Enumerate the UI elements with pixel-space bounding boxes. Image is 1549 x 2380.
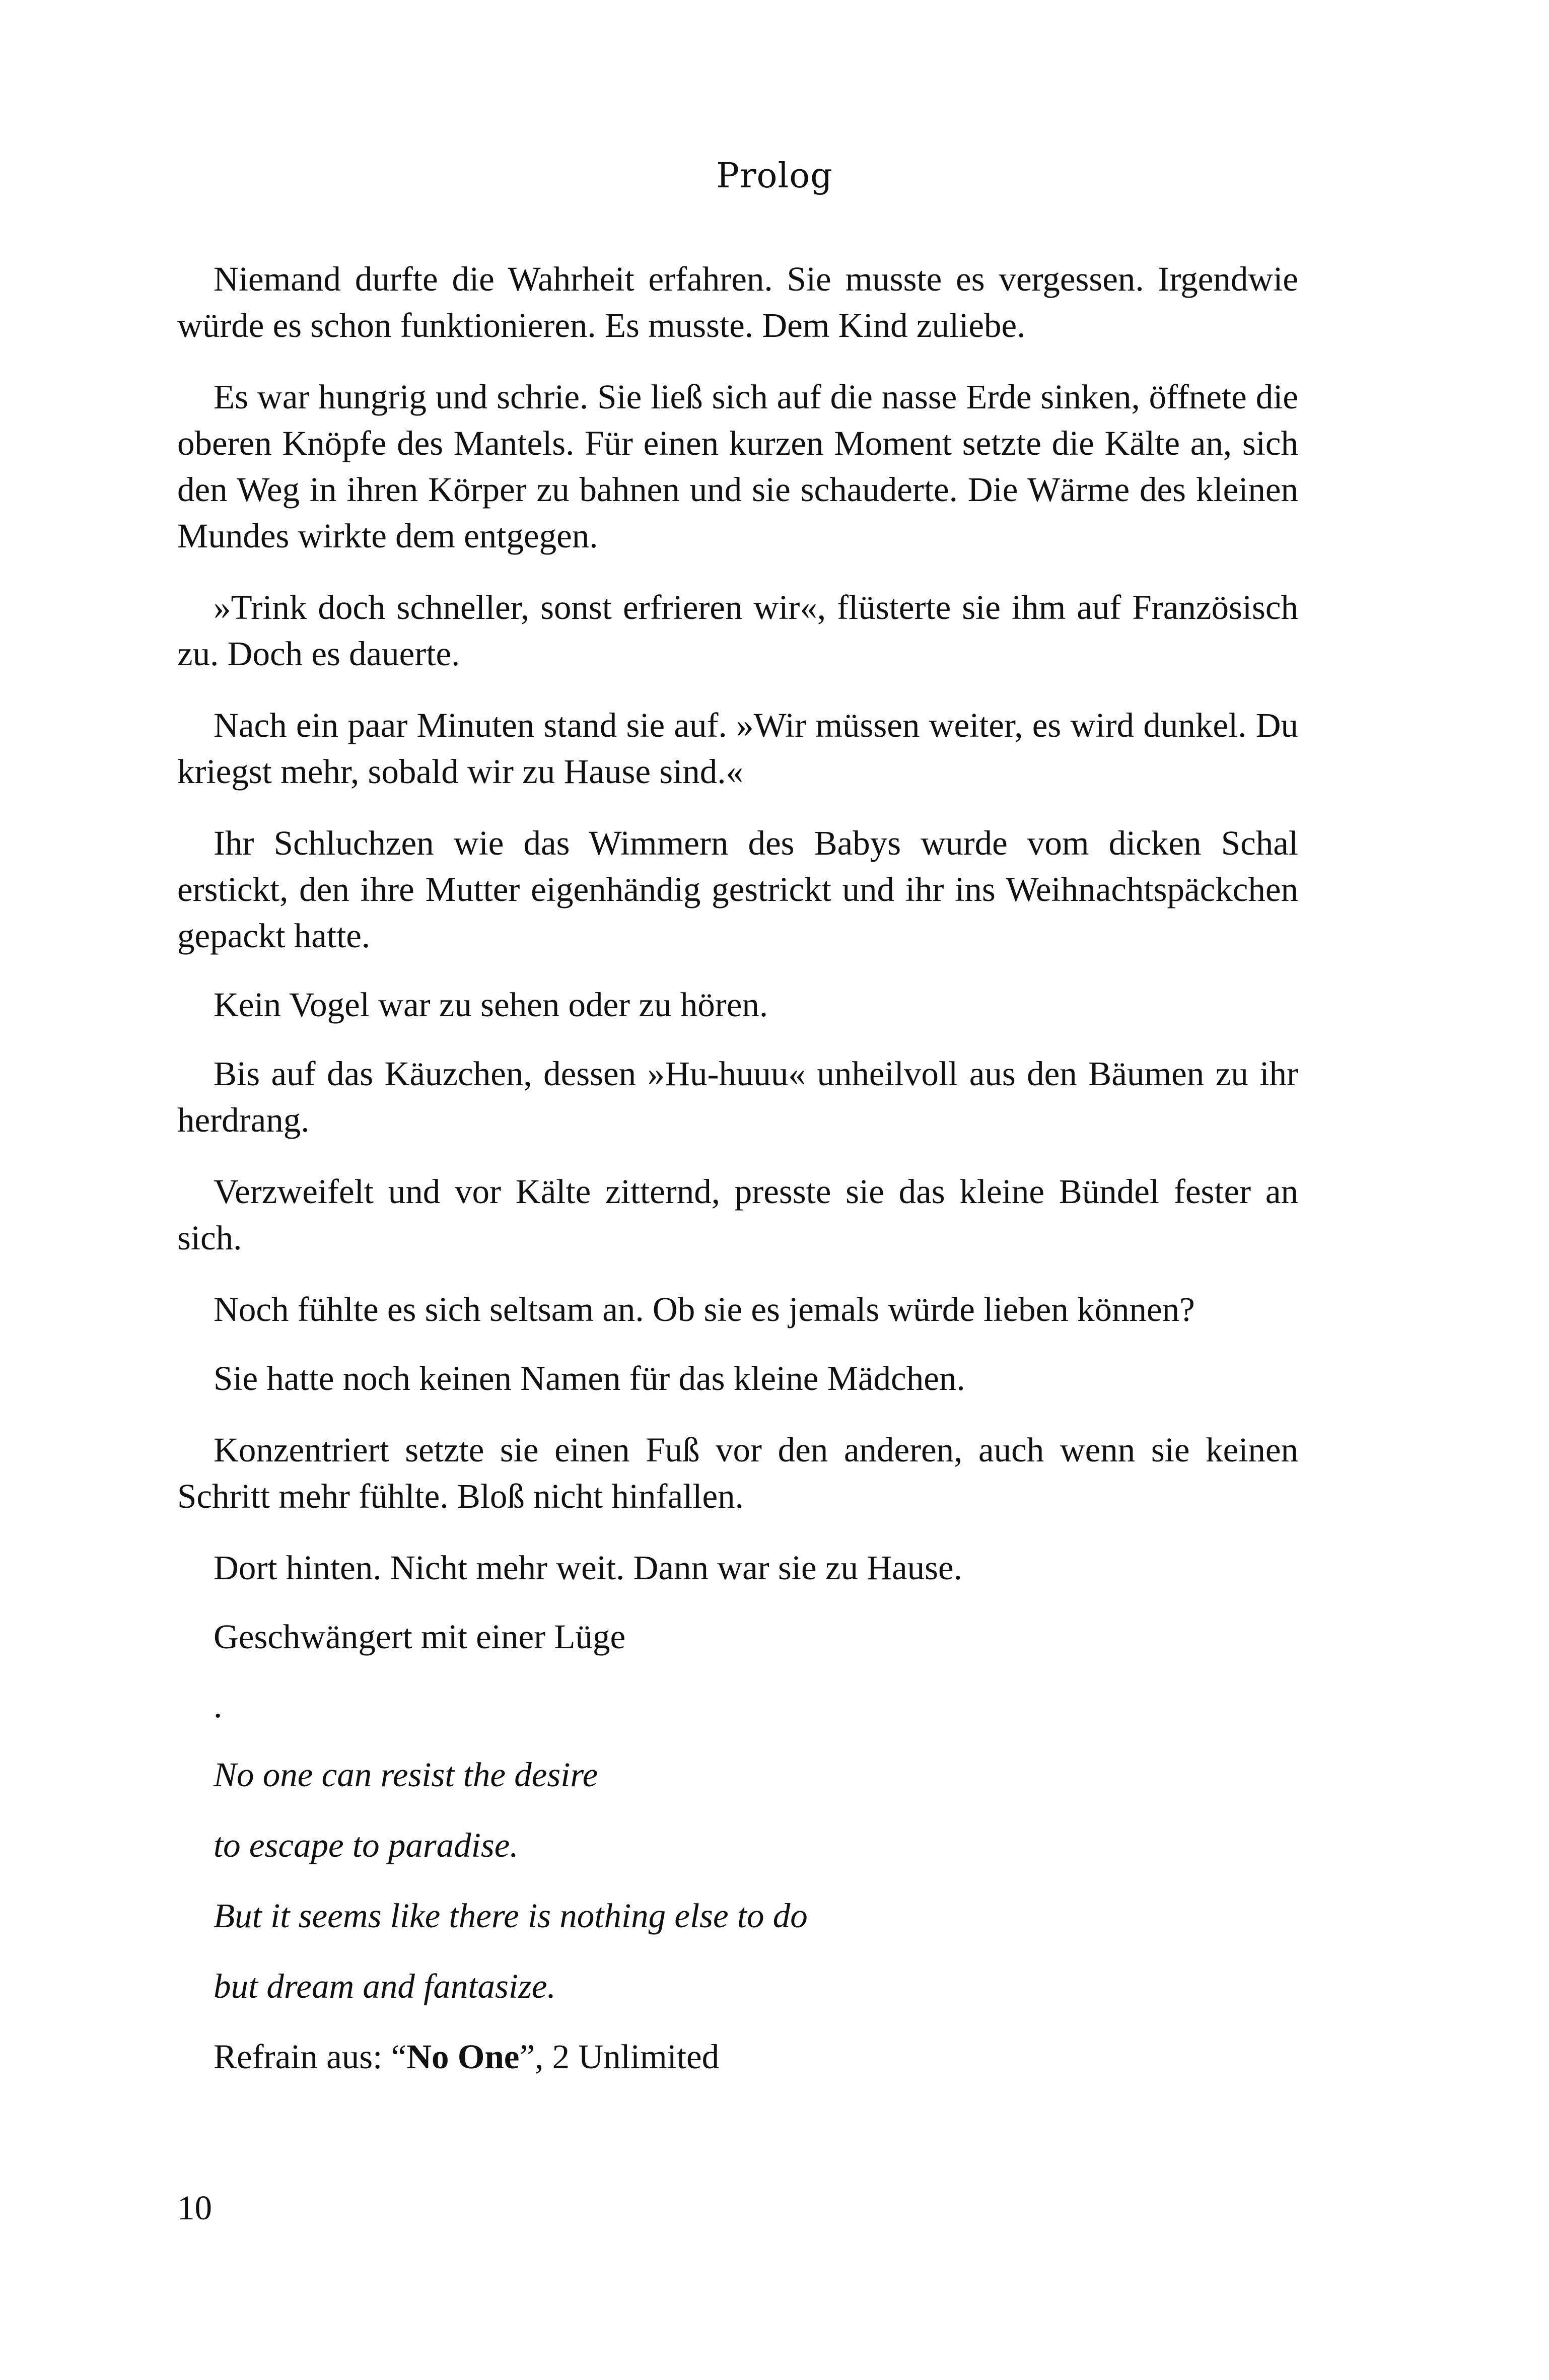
verse-line-2: to escape to paradise. [214, 1826, 519, 1864]
verse-line-3: But it seems like there is nothing else to do [214, 1897, 808, 1935]
paragraph-10: Sie hatte noch keinen Namen für das kleine Mädchen. [214, 1359, 965, 1397]
chapter-title: Prolog [716, 156, 833, 196]
credit-song-title: No One [406, 2038, 520, 2076]
body-text [177, 256, 1298, 2105]
paragraph-9: Noch fühlte es sich seltsam an. Ob sie es jemals würde lieben können? [214, 1290, 1195, 1328]
paragraph-8: Verzweifelt und vor Kälte zitternd, presste sie das kleine Bündel fester an sich. [177, 1172, 1298, 1257]
paragraph-2: Es war hungrig und schrie. Sie ließ sich auf die nasse Erde sinken, öffnete die oberen Knöpfe des Mantels. Für einen kurzen Moment setzte die Kälte an, sich den Weg in ihren Körper zu bahnen und sie schauderte. Die Wärme des kleinen Mundes wirkte dem entgegen. [177, 378, 1298, 555]
paragraph-12: Dort hinten. Nicht mehr weit. Dann war sie zu Hause. [214, 1549, 962, 1587]
paragraph-4: Nach ein paar Minuten stand sie auf. »Wir müssen weiter, es wird dunkel. Du kriegst mehr, sobald wir zu Hause sind.« [177, 706, 1298, 791]
verse-line-1: No one can resist the desire [214, 1756, 598, 1794]
paragraph-13: Geschwängert mit einer Lüge [214, 1618, 626, 1656]
separator-dot: . [214, 1687, 223, 1725]
verse-line-4: but dream and fantasize. [214, 1967, 556, 2005]
page-number: 10 [177, 2189, 212, 2227]
credit-suffix: ”, 2 Unlimited [519, 2038, 720, 2076]
paragraph-5: Ihr Schluchzen wie das Wimmern des Babys wurde vom dicken Schal erstickt, den ihre Mutter eigenhändig gestrickt und ihr ins Weihnachtspäckchen gepackt hatte. [177, 824, 1298, 955]
paragraph-7: Bis auf das Käuzchen, dessen »Hu-huuu« unheilvoll aus den Bäumen zu ihr herdrang. [177, 1055, 1298, 1139]
paragraph-6: Kein Vogel war zu sehen oder zu hören. [214, 986, 768, 1024]
paragraph-11: Konzentriert setzte sie einen Fuß vor den anderen, auch wenn sie keinen Schritt mehr fühlte. Bloß nicht hinfallen. [177, 1431, 1298, 1515]
paragraph-3: »Trink doch schneller, sonst erfrieren wir«, flüsterte sie ihm auf Französisch zu. Doch es dauerte. [177, 588, 1298, 673]
credit-prefix: Refrain aus: “ [214, 2038, 407, 2076]
song-credit [177, 2034, 1298, 2080]
paragraph-1: Niemand durfte die Wahrheit erfahren. Sie musste es vergessen. Irgendwie würde es schon funktionieren. Es musste. Dem Kind zuliebe. [177, 260, 1298, 344]
